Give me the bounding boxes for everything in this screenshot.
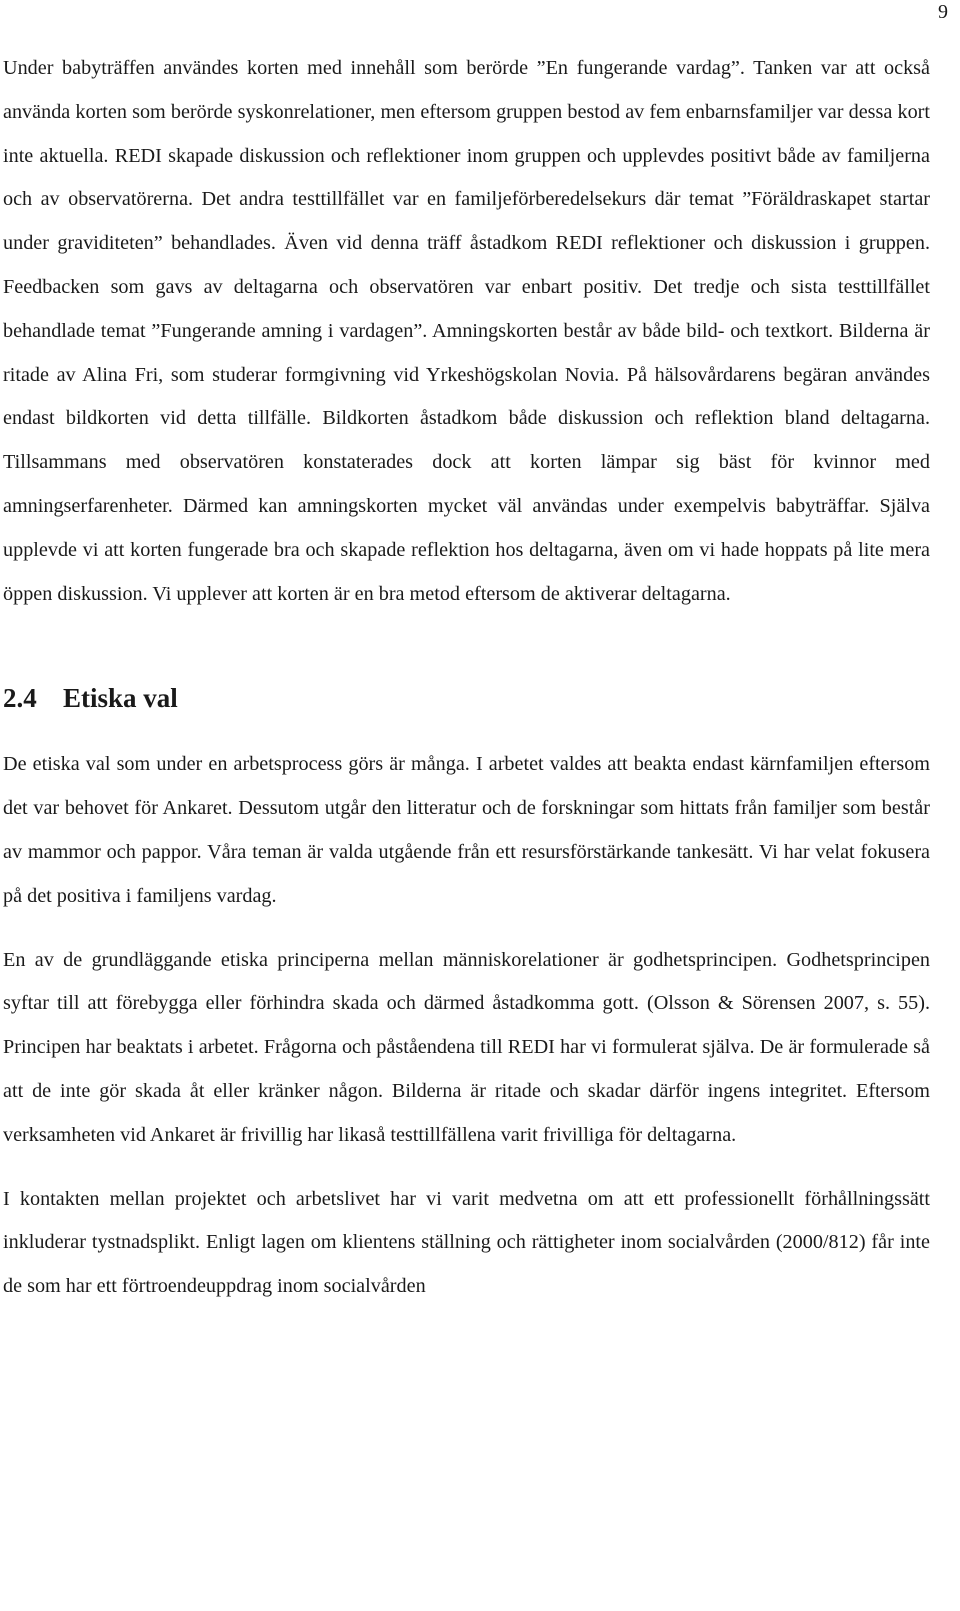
paragraph-confidentiality: I kontakten mellan projektet och arbetslivet har vi varit medvetna om att ett professionellt förhållningssätt inkluderar tystnadsplikt. Enligt lagen om klientens ställning och rättigheter inom socialvården (2000/812) får inte de som har ett förtroendeuppdrag inom socialvården: [3, 1187, 930, 1298]
page-number: 9: [938, 1, 948, 23]
paragraph-goodness-principle: En av de grundläggande etiska principerna mellan människorelationer är godhetsprincipen. Godhetsprincipen syftar till att förebygga eller förhindra skada och därmed åstadkomma gott. (Olsson & Sörensen 2007, s. 55). Principen har beaktats i arbetet. Frågorna och påståendena till REDI har vi formulerat själva. De är formulerade så att de inte gör skada åt eller kränker någon. Bilderna är ritade och skadar därför ingens integritet. Eftersom verksamheten vid Ankaret är frivillig har likaså testtillfällena varit frivilliga för deltagarna.: [3, 948, 930, 1146]
section-number: 2.4: [3, 683, 37, 714]
paragraph-spacer: [3, 919, 930, 939]
paragraph-spacer: [3, 1158, 930, 1178]
paragraph-test-sessions: Under babyträffen användes korten med innehåll som berörde ”En fungerande vardag”. Tanken var att också använda korten som berörde syskonrelationer, men eftersom gruppen bestod av fem enbarnsfamiljer var dessa kort inte aktuella. REDI skapade diskussion och reflektioner inom gruppen och upplevdes positivt både av familjerna och av observatörerna. Det andra testtillfället var en familjeförberedelsekurs där temat ”Föräldraskapet startar under graviditeten” behandlades. Även vid denna träff åstadkom REDI reflektioner och diskussion i gruppen. Feedbacken som gavs av deltagarna och observatören var enbart positiv. Det tredje och sista testtillfället behandlade temat ”Fungerande amning i vardagen”. Amningskorten består av både bild- och textkort. Bilderna är ritade av Alina Fri, som studerar formgivning vid Yrkeshögskolan Novia. På hälsovårdarens begäran användes endast bildkorten vid detta tillfälle. Bildkorten åstadkom både diskussion och reflektion bland deltagarna. Tillsammans med observatören konstaterades dock att korten lämpar sig bäst för kvinnor med amningserfarenheter. Därmed kan amningskorten mycket väl användas under exempelvis babyträffar. Själva upplevde vi att korten fungerade bra och skapade reflektion hos deltagarna, även om vi hade hoppats på lite mera öppen diskussion. Vi upplever att korten är en bra metod eftersom de aktiverar deltagarna.: [3, 57, 930, 605]
document-body: [3, 47, 930, 1309]
heading-spacer: [3, 722, 930, 743]
paragraph-ethical-choices: De etiska val som under en arbetsprocess görs är många. I arbetet valdes att beakta endast kärnfamiljen eftersom det var behovet för Ankaret. Dessutom utgår den litteratur och de forskningar som hittats från familjer som består av mammor och pappor. Våra teman är valda utgående från ett resursförstärkande tankesätt. Vi har velat fokusera på det positiva i familjens vardag.: [3, 753, 930, 907]
section-heading: [3, 674, 930, 722]
section-title: Etiska val: [63, 683, 178, 714]
section-spacer: [3, 616, 930, 674]
